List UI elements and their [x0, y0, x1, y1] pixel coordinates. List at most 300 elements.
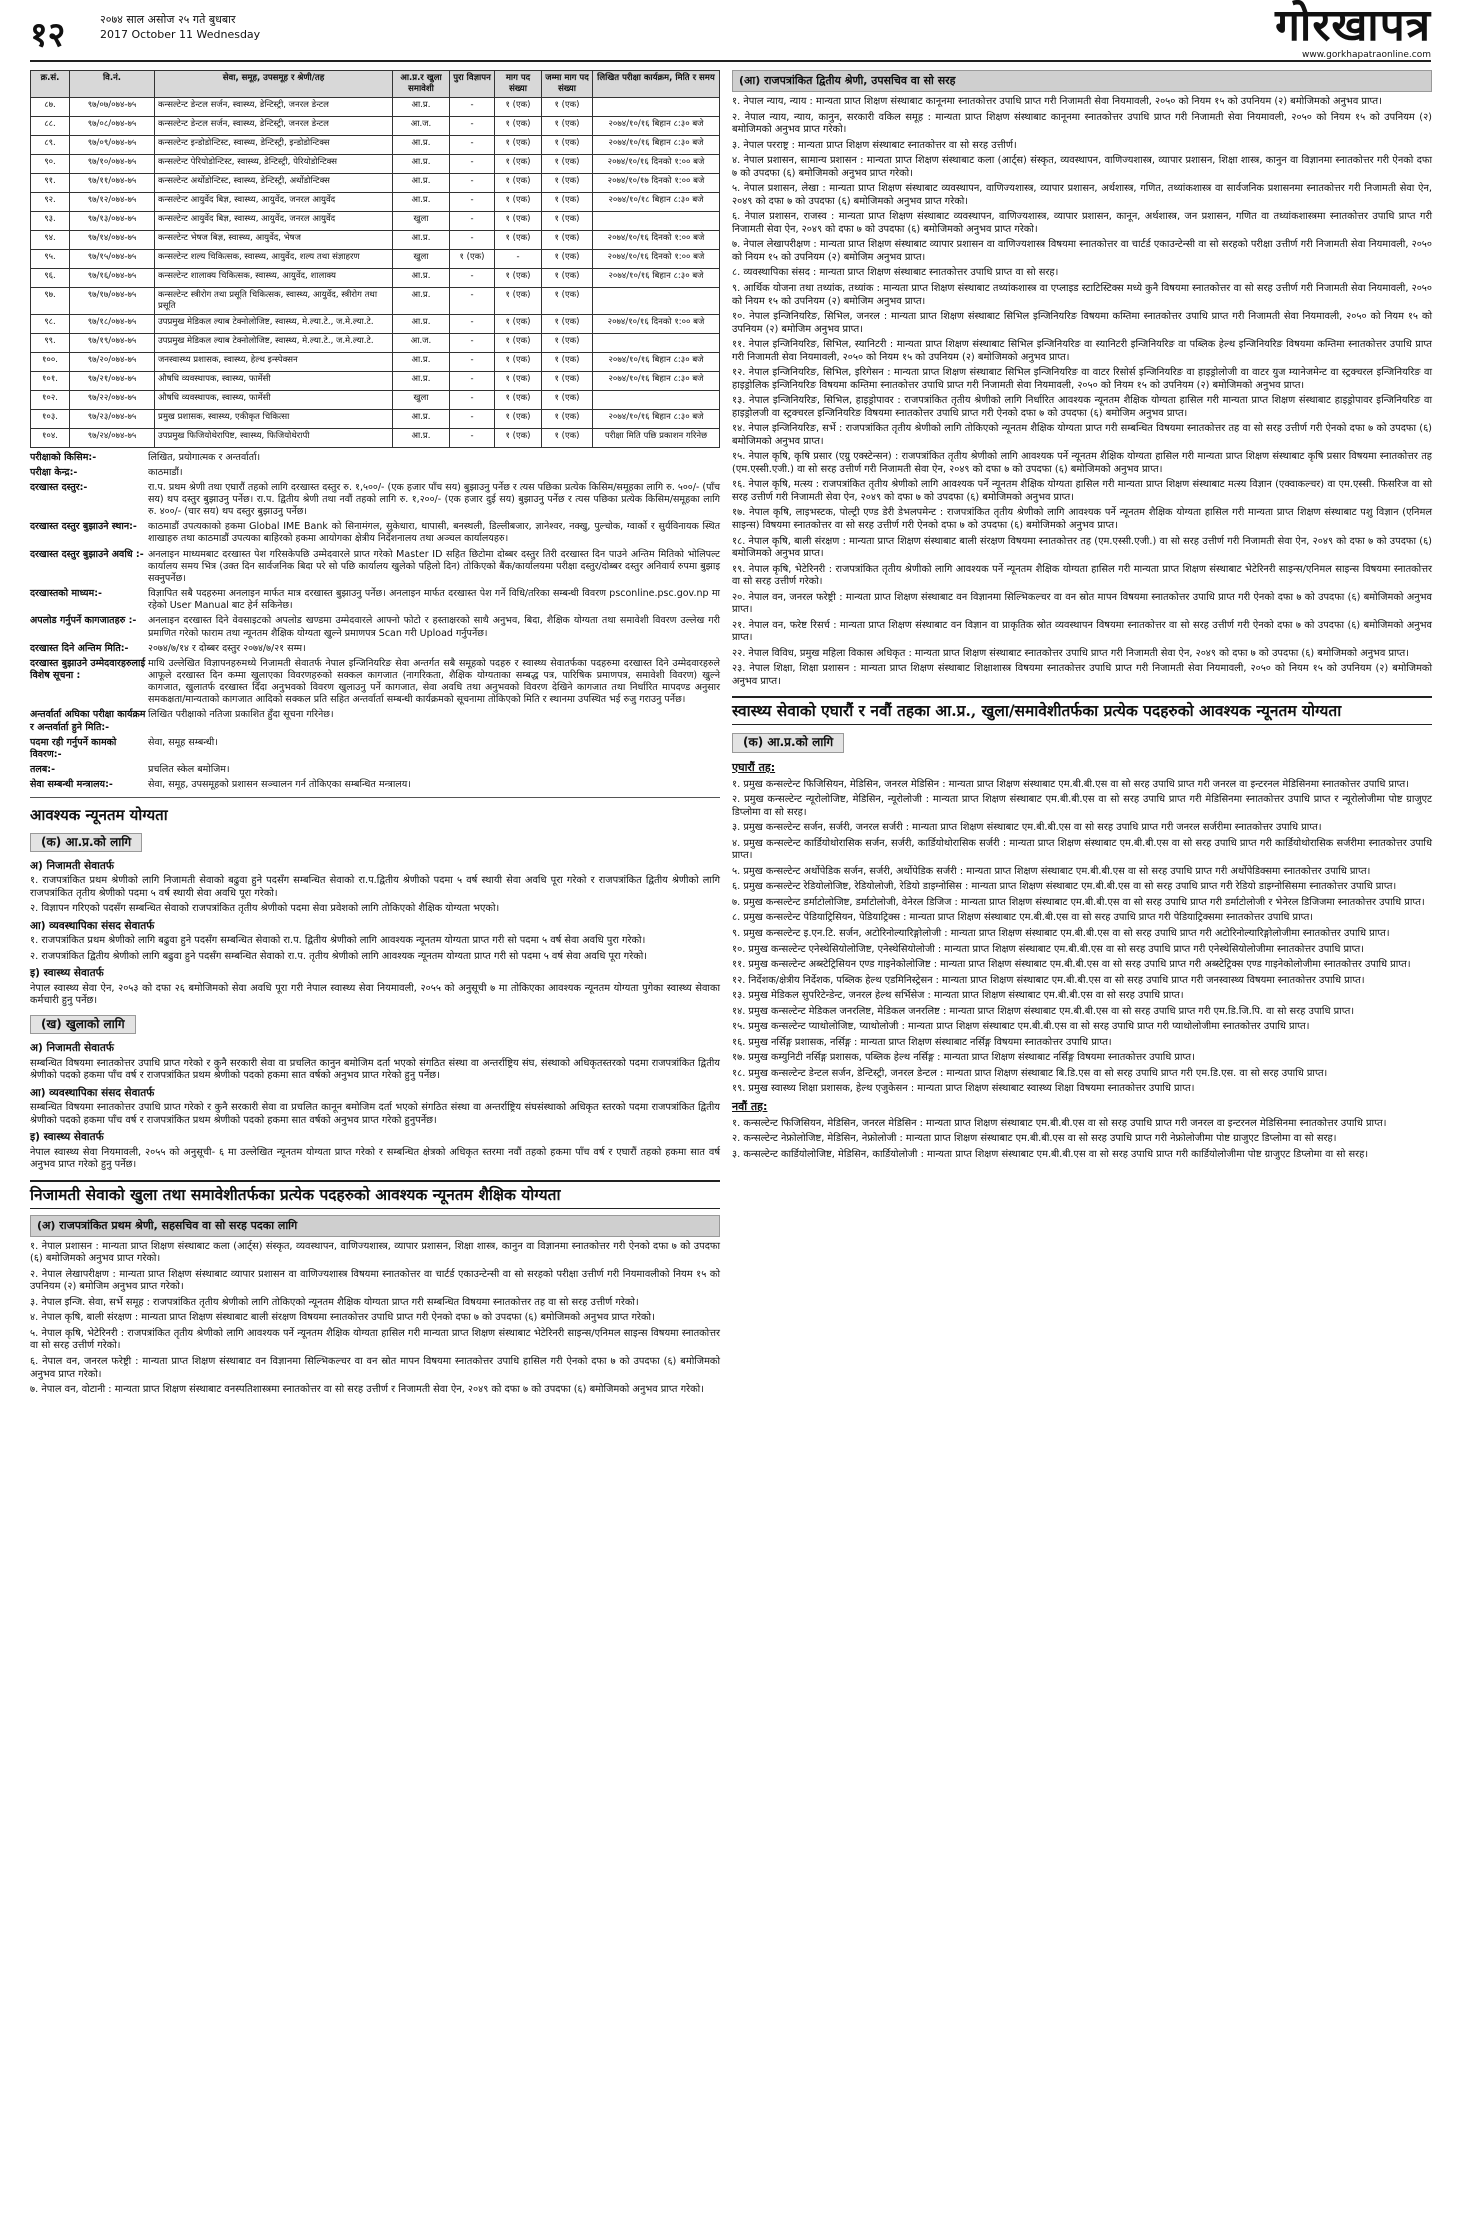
table-cell-full: -	[450, 333, 495, 352]
table-cell-full: -	[450, 352, 495, 371]
table-cell-full: -	[450, 314, 495, 333]
table-cell-service: कन्सल्टेन्ट स्त्रीरोग तथा प्रसूति चिकित्सक, स्वास्थ्य, आयुर्वेद, स्त्रीरोग तथा प्रसूति	[155, 287, 393, 314]
list-item: ७. नेपाल वन, वोटानी : मान्यता प्राप्त शिक्षण संस्थाबाट वनस्पतिशास्त्रमा स्नातकोत्तर वा सो सरह उत्तीर्ण र निजामती सेवा ऐन, २०४९ को दफा ७ को उपदफा (६) बमोजिमको अनुभव प्राप्त गरेको।	[30, 1384, 704, 1396]
table-cell-type: आ.प्र.	[393, 352, 450, 371]
table-cell-posts: १ (एक)	[495, 352, 542, 371]
list-item: ५. नेपाल कृषि, भेटेरिनरी : राजपत्रांकित तृतीय श्रेणीको लागि आवश्यक पर्ने न्यूनतम शैक्षिक योग्यता हासिल गरी मान्यता प्राप्त शिक्षण संस्थाबाट भेटेरिनरी साइन्स/एनिमल साइन्स विषयमा स्नातकोत्तर वा सो सरह उत्तीर्ण गरेको।	[30, 1327, 720, 1352]
table-cell-adv: ९७/१४/०७४-७५	[70, 230, 155, 249]
table-cell-adv: ९७/१०/०७४-७५	[70, 154, 155, 173]
notice-key: तलब:-	[30, 764, 56, 776]
table-cell-total: १ (एक)	[542, 428, 593, 447]
table-cell-type: आ.प्र.	[393, 135, 450, 154]
notice-row	[30, 452, 720, 464]
table-cell-service: औषधि व्यवस्थापक, स्वास्थ्य, फार्मेसी	[155, 390, 393, 409]
table-cell-sn: ९५.	[31, 249, 70, 268]
table-cell-full: -	[450, 428, 495, 447]
list-item: २. प्रमुख कन्सल्टेन्ट न्यूरोलोजिष्ट, मेडिसिन, न्यूरोलोजी : मान्यता प्राप्त शिक्षण संस्थाबाट एम.बी.बी.एस वा सो सरह उपाधि प्राप्त गरी मेडिसिनमा स्नातकोत्तर उपाधि प्राप्त र न्यूरोलोजीमा पोष्ट ग्राजुएट डिप्लोमा वा सो सरह।	[732, 794, 1432, 818]
table-cell-total: १ (एक)	[542, 371, 593, 390]
notice-key: परीक्षा केन्द्र:-	[30, 466, 78, 478]
table-cell-type: खुला	[393, 211, 450, 230]
level-nine-items	[732, 1118, 1432, 1162]
table-cell-posts: १ (एक)	[495, 268, 542, 287]
table-row	[31, 249, 720, 268]
table-cell-sn: ९६.	[31, 268, 70, 287]
list-item: ४. प्रमुख कन्सल्टेन्ट कार्डियोथोरासिक सर्जन, सर्जरी, कार्डियोथोरासिक सर्जरी : मान्यता प्राप्त शिक्षण संस्थाबाट एम.बी.बी.एस वा सो सरह उपाधि प्राप्त गरी कार्डियोथोरासिक सर्जरीमा स्नातकोत्तर उपाधि प्राप्त।	[732, 837, 1432, 862]
notice-row	[30, 482, 720, 518]
list-item: १७. नेपाल कृषि, लाइभस्टक, पोल्ट्री एण्ड डेरी डेभलपमेन्ट : राजपत्रांकित तृतीय श्रेणीको लागि आवश्यक पर्ने न्यूनतम शैक्षिक योग्यता हासिल गरी मान्यता प्राप्त शिक्षण संस्थाबाट पशु विज्ञान (एनिमल साइन्स) विषयमा स्नातकोत्तर वा सो सरह उत्तीर्ण गरी ऐनको दफा ७ को उपदफा (६) बमोजिमको अनुभव प्राप्त।	[732, 507, 1432, 532]
masthead-title: गोरखापत्र	[1275, 0, 1431, 51]
table-cell-full: -	[450, 287, 495, 314]
open-health-text: नेपाल स्वास्थ्य सेवा नियमावली, २०५५ को अनुसूची- ६ मा उल्लेखित न्यूनतम योग्यता प्राप्त गरेको र सम्बन्धित क्षेत्रको अधिकृत स्तरमा नवौं तहको हकमा पाँच वर्ष र एघारौं तहको हकमा सात वर्ष अनुभव प्राप्त गरेको हुनु पर्नेछ।	[30, 1146, 720, 1171]
table-cell-total: १ (एक)	[542, 192, 593, 211]
table-cell-full: -	[450, 409, 495, 428]
table-cell-type: आ.प्र.	[393, 97, 450, 116]
list-item: १९. प्रमुख स्वास्थ्य शिक्षा प्रशासक, हेल्थ एजुकेसन : मान्यता प्राप्त शिक्षण संस्थाबाट स्वास्थ्य शिक्षा विषयमा स्नातकोत्तर उपाधि प्राप्त।	[732, 1083, 1195, 1095]
table-cell-exam: २०७४/१०/१८ बिहान ८:३० बजे	[593, 192, 720, 211]
table-cell-total: १ (एक)	[542, 268, 593, 287]
table-cell-type: आ.प्र.	[393, 173, 450, 192]
table-cell-posts: १ (एक)	[495, 192, 542, 211]
table-cell-adv: ९७/१३/०७४-७५	[70, 211, 155, 230]
list-item: १४. प्रमुख कन्सल्टेन्ट मेडिकल जनरलिष्ट, मेडिकल जनरलिष्ट : मान्यता प्राप्त शिक्षण संस्थाबाट एम.बी.बी.एस वा सो सरह उपाधि प्राप्त गरी एम.डि.जि.पि. वा सो सरह उपाधि प्राप्त।	[732, 1005, 1355, 1017]
table-cell-service: कन्सल्टेन्ट भेषज बिज्ञ, स्वास्थ्य, आयुर्वेद, भेषज	[155, 230, 393, 249]
table-cell-exam	[593, 333, 720, 352]
list-item: १४. नेपाल इन्जिनियरिङ, सर्भे : राजपत्रांकित तृतीय श्रेणीको लागि तोकिएको न्यूनतम शैक्षिक योग्यता प्राप्त गरी सम्बन्धित विषयमा स्नातकोत्तर तह वा सो सरह उत्तीर्ण गरी ऐनको दफा ७ को उपदफा (६) बमोजिमको अनुभव प्राप्त।	[732, 423, 1432, 447]
notice-row	[30, 658, 720, 707]
table-cell-adv: ९७/२२/०७४-७५	[70, 390, 155, 409]
table-cell-posts: १ (एक)	[495, 287, 542, 314]
issue-date	[100, 12, 260, 43]
table-cell-posts: १ (एक)	[495, 409, 542, 428]
notice-key: परीक्षाको किसिम:-	[30, 451, 97, 463]
list-item: २०. नेपाल वन, जनरल फरेष्ट्री : मान्यता प्राप्त शिक्षण संस्थाबाट वन विज्ञानमा सिल्भिकल्चर वा वन स्रोत मापन विषयमा स्नातकोत्तर उपाधि प्राप्त गरी ऐनको दफा ७ को उपदफा (६) बमोजिमको अनुभव प्राप्त।	[732, 591, 1432, 616]
gazetted-second-class-items	[732, 96, 1432, 688]
table-row	[31, 428, 720, 447]
table-cell-exam	[593, 97, 720, 116]
table-header: पुरा विज्ञापन	[450, 71, 495, 98]
table-cell-full: -	[450, 268, 495, 287]
list-item: ४. नेपाल कृषि, बाली संरक्षण : मान्यता प्राप्त शिक्षण संस्थाबाट बाली संरक्षण विषयमा स्नातकोत्तर उपाधि प्राप्त गरी ऐनको दफा ७ को उपदफा (६) बमोजिमको अनुभव प्राप्त गरेको।	[30, 1312, 655, 1324]
notice-row	[30, 643, 720, 655]
list-item: २१. नेपाल वन, फरेष्ट रिसर्च : मान्यता प्राप्त शिक्षण संस्थाबाट वन विज्ञान वा प्राकृतिक स्रोत व्यवस्थापन विषयमा स्नातकोत्तर वा सो सरह उत्तीर्ण गरी ऐनको दफा ७ को उपदफा (६) बमोजिमको अनुभव प्राप्त।	[732, 619, 1432, 644]
table-cell-sn: १०४.	[31, 428, 70, 447]
notice-value: लिखित परीक्षाको नतिजा प्रकाशित हुँदा सूचना गरिनेछ।	[148, 709, 334, 721]
list-item: १. राजपत्रांकित प्रथम श्रेणीको लागि बढुवा हुने पदसँग सम्बन्धित सेवाको रा.प. द्वितीय श्रेणीको लागि आवश्यक न्यूनतम योग्यता प्राप्त गरी सो पदमा ५ वर्ष सेवा अवधि पुरा गरेको।	[30, 935, 646, 947]
notice-value: प्रचलित स्केल बमोजिम।	[148, 764, 230, 776]
date-nepali: २०७४ साल असोज २५ गते बुधबार	[100, 13, 236, 26]
notice-value: विज्ञापित सबै पदहरुमा अनलाइन मार्फत मात्र दरखास्त बुझाउनु पर्नेछ। अनलाइन मार्फत दरखास्त पेश गर्ने विधि/तरिका सम्बन्धी विवरण psconline.psc.gov.np मा रहेको User Manual बाट हेर्न सकिनेछ।	[148, 588, 720, 612]
list-item: ७. नेपाल लेखापरीक्षण : मान्यता प्राप्त शिक्षण संस्थाबाट व्यापार प्रशासन वा वाणिज्यशास्त्र विषयमा स्नातकोत्तर वा चार्टर्ड एकाउन्टेन्सी वा सो सरहको परीक्षा उत्तीर्ण गरी निजामती सेवा नियमावली, २०५० को नियम १५ को उपनियम (२) बमोजिम अनुभव प्राप्त।	[732, 239, 1432, 263]
table-cell-exam: २०७४/१०/१६ बिहान ८:३० बजे	[593, 409, 720, 428]
table-cell-adv: ९७/०८/०७४-७५	[70, 116, 155, 135]
table-cell-sn: ८८.	[31, 116, 70, 135]
table-row	[31, 333, 720, 352]
table-row	[31, 352, 720, 371]
divider	[30, 797, 720, 798]
table-row	[31, 211, 720, 230]
table-cell-exam: २०७४/१०/१६ बिहान ८:३० बजे	[593, 135, 720, 154]
list-item: २. कन्सल्टेन्ट नेफ्रोलोजिष्ट, मेडिसिन, नेफ्रोलोजी : मान्यता प्राप्त शिक्षण संस्थाबाट एम.बी.बी.एस वा सो सरह उपाधि प्राप्त गरी नेफ्रोलोजीमा पोष्ट ग्राजुएट डिप्लोमा वा सो सरह।	[732, 1133, 1337, 1145]
table-row	[31, 97, 720, 116]
table-cell-sn: ९३.	[31, 211, 70, 230]
notice-row	[30, 588, 720, 612]
list-item: ५. प्रमुख कन्सल्टेन्ट अर्थोपेडिक सर्जन, सर्जरी, अर्थोपेडिक सर्जरी : मान्यता प्राप्त शिक्षण संस्थाबाट एम.बी.बी.एस वा सो सरह उपाधि प्राप्त गरी अर्थोपेडिक्समा स्नातकोत्तर उपाधि प्राप्त।	[732, 865, 1371, 877]
table-cell-exam	[593, 287, 720, 314]
page-header	[30, 0, 1431, 62]
notice-key: दरखास्त दिने अन्तिम मिति:-	[30, 642, 129, 654]
table-cell-type: आ.प्र.	[393, 268, 450, 287]
table-cell-adv: ९७/१७/०७४-७५	[70, 287, 155, 314]
table-cell-type: आ.प्र.	[393, 314, 450, 333]
health-apra-label: (क) आ.प्र.को लागि	[732, 733, 844, 752]
table-cell-posts: १ (एक)	[495, 314, 542, 333]
level-nine-label: नवौं तह:	[732, 1099, 768, 1113]
notice-key: दरखास्त बुझाउने उम्मेदवारहरुलाई विशेष सूचना :	[30, 657, 146, 681]
notice-row	[30, 521, 720, 545]
table-cell-service: उपप्रमुख मेडिकल ल्याब टेक्नोलोजिष्ट, स्वास्थ्य, मे.ल्या.टे., ज.मे.ल्या.टे.	[155, 333, 393, 352]
table-row	[31, 192, 720, 211]
table-cell-service: कन्सल्टेन्ट डेन्टल सर्जन, स्वास्थ्य, डेन्टिस्ट्री, जनरल डेन्टल	[155, 116, 393, 135]
list-item: ३. नेपाल परराष्ट्र : मान्यता प्राप्त शिक्षण संस्थाबाट स्नातकोत्तर वा सो सरह उत्तीर्ण।	[732, 139, 1017, 151]
table-header: वि.नं.	[70, 71, 155, 98]
table-cell-type: आ.ज.	[393, 116, 450, 135]
table-cell-sn: ९८.	[31, 314, 70, 333]
table-cell-total: १ (एक)	[542, 409, 593, 428]
table-cell-total: १ (एक)	[542, 116, 593, 135]
table-cell-adv: ९७/१८/०७४-७५	[70, 314, 155, 333]
level-eleven-items	[732, 779, 1432, 1096]
min-qual-title: आवश्यक न्यूनतम योग्यता	[30, 806, 168, 825]
table-cell-total: १ (एक)	[542, 154, 593, 173]
table-cell-sn: ९०.	[31, 154, 70, 173]
table-cell-exam: २०७४/१०/१७ दिनको १:०० बजे	[593, 173, 720, 192]
list-item: २. नेपाल लेखापरीक्षण : मान्यता प्राप्त शिक्षण संस्थाबाट व्यापार प्रशासन वा वाणिज्यशास्त्र विषयमा स्नातकोत्तर वा चार्टर्ड एकाउन्टेन्सी वा सो सरहको परीक्षा उत्तीर्ण गरी नियमावलीको नियम १५ को उपनियम (२) बमोजिम अनुभव प्राप्त गरेको।	[30, 1268, 720, 1293]
table-row	[31, 409, 720, 428]
list-item: ४. नेपाल प्रशासन, सामान्य प्रशासन : मान्यता प्राप्त शिक्षण संस्थाबाट कला (आर्ट्स) संस्कृत, व्यवस्थापन, वाणिज्यशास्त्र, व्यापार प्रशासन, शिक्षा शास्त्र, कानुन वा विज्ञानमा स्नातकोत्तर गरी ऐनको दफा ७ को उपदफा (६) बमोजिमको अनुभव प्राप्त गरेको।	[732, 155, 1432, 179]
open-civil-text: सम्बन्धित विषयमा स्नातकोत्तर उपाधि प्राप्त गरेको र कुनै सरकारी सेवा वा प्रचलित कानुन बमोजिम दर्ता भएको संगठित संस्था वा अन्तर्राष्ट्रिय संघ, संस्थाको अधिकृतस्तरको पदमा राजपत्रांकित द्वितीय श्रेणीको पदको हकमा पाँच वर्ष र राजपत्रांकित प्रथम श्रेणीको पदको हकमा सात वर्षको अनुभव प्राप्त गरेको हुनु पर्नेछ।	[30, 1057, 720, 1082]
list-item: ५. नेपाल प्रशासन, लेखा : मान्यता प्राप्त शिक्षण संस्थाबाट व्यवस्थापन, वाणिज्यशास्त्र, व्यापार प्रशासन, अर्थशास्त्र, गणित, तथ्यांकशास्त्र वा सार्वजनिक प्रशासनमा स्नातकोत्तर गरी निजामती सेवा ऐन, २०४९ को दफा ७ को उपदफा (६) बमोजिमको अनुभव प्राप्त गरेको।	[732, 183, 1432, 207]
gazetted-first-class-items	[30, 1241, 720, 1397]
table-cell-full: -	[450, 154, 495, 173]
list-item: १५. नेपाल कृषि, कृषि प्रसार (एग्रु एक्स्टेन्सन) : राजपत्रांकित तृतीय श्रेणीको लागि आवश्यक पर्ने न्यूनतम शैक्षिक योग्यता हासिल गरी मान्यता प्राप्त शिक्षण संस्थाबाट कृषि प्रसार विषयमा स्नातकोत्तर तह (एम.एस्सी.एजी.) वा सो सरह उत्तीर्ण गरी निजामती सेवा ऐन, २०४९ को दफा ७ को उपदफा (६) बमोजिमको अनुभव प्राप्त।	[732, 451, 1432, 475]
open-parliament-label: आ) व्यवस्थापिका संसद सेवातर्फ	[30, 1086, 155, 1099]
list-item: ३. कन्सल्टेन्ट कार्डियोलोजिष्ट, मेडिसिन, कार्डियोलोजी : मान्यता प्राप्त शिक्षण संस्थाबाट एम.बी.बी.एस वा सो सरह उपाधि प्राप्त गरी कार्डियोलोजीमा पोष्ट ग्राजुएट डिप्लोमा वा सो सरह।	[732, 1148, 1369, 1160]
table-cell-posts: -	[495, 249, 542, 268]
table-cell-exam: परीक्षा मिति पछि प्रकाशन गरिनेछ	[593, 428, 720, 447]
table-header: माग पद संख्या	[495, 71, 542, 98]
table-cell-exam: २०७४/१०/१६ दिनको १:०० बजे	[593, 249, 720, 268]
table-cell-full: -	[450, 192, 495, 211]
table-cell-total: १ (एक)	[542, 173, 593, 192]
list-item: ११. प्रमुख कन्सल्टेन्ट अब्स्टेट्रिसियन एण्ड गाइनेकोलोजिष्ट : मान्यता प्राप्त शिक्षण संस्थाबाट एम.बी.बी.एस वा सो सरह उपाधि प्राप्त गरी अब्स्टेट्रिक्स एण्ड गाइनेकोलोजीमा स्नातकोत्तर उपाधि प्राप्त।	[732, 959, 1411, 971]
list-item: २२. नेपाल विविध, प्रमुख महिला विकास अधिकृत : मान्यता प्राप्त शिक्षण संस्थाबाट स्नातकोत्तर उपाधि प्राप्त गरी निजामती सेवा ऐन, २०४९ को दफा ७ को उपदफा (६) बमोजिमको अनुभव प्राप्त।	[732, 647, 1409, 659]
table-cell-type: खुला	[393, 390, 450, 409]
notice-row	[30, 549, 720, 585]
table-cell-total: १ (एक)	[542, 287, 593, 314]
table-row	[31, 135, 720, 154]
list-item: १२. निर्देशक/क्षेत्रीय निर्देशक, पब्लिक हेल्थ एडमिनिस्ट्रेसन : मान्यता प्राप्त शिक्षण संस्थाबाट एम.बी.बी.एस वा सो सरह उपाधि प्राप्त गरी जनस्वास्थ्य विषयमा स्नातकोत्तर उपाधि प्राप्त।	[732, 974, 1365, 986]
table-cell-exam: २०७४/१०/१६ दिनको १:०० बजे	[593, 154, 720, 173]
table-cell-type: खुला	[393, 249, 450, 268]
table-cell-posts: १ (एक)	[495, 135, 542, 154]
health-service-label: इ) स्वास्थ्य सेवातर्फ	[30, 967, 104, 980]
table-cell-sn: ९९.	[31, 333, 70, 352]
list-item: ६. नेपाल वन, जनरल फरेष्ट्री : मान्यता प्राप्त शिक्षण संस्थाबाट वन विज्ञानमा सिल्भिकल्चर वा वन स्रोत मापन विषयमा स्नातकोत्तर उपाधि हासिल गरी ऐनको दफा ७ को उपदफा (६) बमोजिमको अनुभव प्राप्त गरेको।	[30, 1356, 720, 1380]
list-item: १. कन्सल्टेन्ट फिजिसियन, मेडिसिन, जनरल मेडिसिन : मान्यता प्राप्त शिक्षण संस्थाबाट एम.बी.बी.एस वा सो सरह उपाधि प्राप्त गरी जनरल वा इन्टरनल मेडिसिनमा स्नातकोत्तर उपाधि प्राप्त।	[732, 1117, 1387, 1129]
apra-label: (क) आ.प्र.को लागि	[30, 833, 142, 852]
table-header: सेवा, समूह, उपसमूह र श्रेणी/तह	[155, 71, 393, 98]
table-header-row	[31, 71, 720, 98]
table-header: जम्मा माग पद संख्या	[542, 71, 593, 98]
table-cell-full: -	[450, 371, 495, 390]
table-cell-sn: १०१.	[31, 371, 70, 390]
table-row	[31, 287, 720, 314]
list-item: १५. प्रमुख कन्सल्टेन्ट प्याथोलोजिष्ट, प्याथोलोजी : मान्यता प्राप्त शिक्षण संस्थाबाट एम.बी.बी.एस वा सो सरह उपाधि प्राप्त गरी प्याथोलोजीमा स्नातकोत्तर उपाधि प्राप्त।	[732, 1021, 1310, 1033]
list-item: ८. व्यवस्थापिका संसद : मान्यता प्राप्त शिक्षण संस्थाबाट स्नातकोत्तर उपाधि प्राप्त वा सो सरह।	[732, 267, 1059, 279]
table-cell-total: १ (एक)	[542, 97, 593, 116]
table-cell-exam	[593, 390, 720, 409]
table-cell-full: -	[450, 390, 495, 409]
civil-service-label: अ) निजामती सेवातर्फ	[30, 859, 114, 872]
list-item: १. नेपाल न्याय, न्याय : मान्यता प्राप्त शिक्षण संस्थाबाट कानूनमा स्नातकोत्तर उपाधि प्राप्त गरी निजामती सेवा नियमावली, २०५० को नियम १५ को उपनियम (२) बमोजिमको अनुभव प्राप्त।	[732, 96, 1382, 108]
table-cell-adv: ९७/२४/०७४-७५	[70, 428, 155, 447]
list-item: ११. नेपाल इन्जिनियरिङ, सिभिल, स्यानिटरी : मान्यता प्राप्त शिक्षण संस्थाबाट सिभिल इन्जिनियरिङ वा स्यानिटरी इन्जिनियरिङ वा पब्लिक हेल्थ इन्जिनियरिङ विषयमा कम्तिमा स्नातकोत्तर उपाधि प्राप्त गरी निजामती सेवा नियमावली, २०५० को नियम १५ को उपनियम (२) बमोजिमको अनुभव प्राप्त।	[732, 339, 1432, 363]
table-cell-posts: १ (एक)	[495, 97, 542, 116]
table-cell-adv: ९७/०९/०७४-७५	[70, 135, 155, 154]
list-item: १०. नेपाल इन्जिनियरिङ, सिभिल, जनरल : मान्यता प्राप्त शिक्षण संस्थाबाट सिभिल इन्जिनियरिङ विषयमा कम्तिमा स्नातकोत्तर उपाधि प्राप्त गरी निजामती सेवा नियमावली, २०५० को नियम १५ को उपनियम (२) बमोजिम अनुभव प्राप्त।	[732, 311, 1432, 335]
table-cell-full: -	[450, 230, 495, 249]
list-item: ६. नेपाल प्रशासन, राजस्व : मान्यता प्राप्त शिक्षण संस्थाबाट व्यवस्थापन, वाणिज्यशास्त्र, व्यापार प्रशासन, कानून, अर्थशास्त्र, जन प्रशासन, गणित वा तथ्यांकशास्त्रमा स्नातकोत्तर उपाधि प्राप्त गरी निजामती सेवा ऐन, २०४९ को दफा ७ को उपदफा (६) बमोजिमको अनुभव प्राप्त गरेको।	[732, 211, 1432, 235]
list-item: २. राजपत्रांकित द्वितीय श्रेणीको लागि बढुवा हुने पदसँग सम्बन्धित सेवाको रा.प. तृतीय श्रेणीको लागि आवश्यक न्यूनतम योग्यता प्राप्त गरी सो पदमा ५ वर्ष सेवा अवधि पूरा गरेको।	[30, 950, 647, 962]
list-item: ८. प्रमुख कन्सल्टेन्ट पेडियाट्रिसियन, पेडियाट्रिक्स : मान्यता प्राप्त शिक्षण संस्थाबाट एम.बी.बी.एस वा सो सरह उपाधि प्राप्त गरी पेडियाट्रिक्समा स्नातकोत्तर उपाधि प्राप्त।	[732, 912, 1313, 924]
list-item: १३. प्रमुख मेडिकल सुपरिटेन्डेन्ट, जनरल हेल्थ सर्भिसेज : मान्यता प्राप्त शिक्षण संस्थाबाट एम.बी.बी.एस वा सो सरह उपाधि प्राप्त।	[732, 990, 1184, 1002]
gazetted-second-class-bar: (आ) राजपत्रांकित द्वितीय श्रेणी, उपसचिव वा सो सरह	[732, 70, 1432, 92]
table-cell-posts: १ (एक)	[495, 428, 542, 447]
list-item: १६. नेपाल कृषि, मत्स्य : राजपत्रांकित तृतीय श्रेणीको लागि आवश्यक पर्ने न्यूनतम शैक्षिक योग्यता हासिल गरी मान्यता प्राप्त शिक्षण संस्थाबाट मत्स्य विज्ञान (एक्वाकल्चर) वा एम.एस्सी. फिसरिज वा सो सरह उत्तीर्ण गरी निजामती सेवा ऐन, २०४९ को दफा ७ को उपदफा (६) बमोजिमको अनुभव प्राप्त।	[732, 479, 1432, 503]
notice-value: माथि उल्लेखित विज्ञापनहरुमध्ये निजामती सेवातर्फ नेपाल इन्जिनियरिङ सेवा अन्तर्गत सबै समूहको पदहरु र स्वास्थ्य सेवातर्फका पदहरुमा दरखास्त दिने उम्मेदवारहरुले आफूले दरखास्त दिन कम्मा खुलाएका विवरणहरुको सक्कल कागजात (नागरिकता, शैक्षिक योग्यताका सम्बद्ध पत्र, पारिषिक प्रमाणपत्र, समावेशी विवरण) खुल्ने कागजात, खुलातर्फ दरखास्त दिँदा अनुभवको विवरण खुलाउनु पर्ने कागजात, सेवा अवधि तथा अनुभवको विवरण देखिने कागजात तथा निर्धारित मापदण्ड अनुसार समकक्षता/मान्यताको कागजात आदिको सक्कल प्रति सहित अन्तर्वार्ता सम्बन्धी कार्यक्रमको सूचनामा तोकिएको मिति र स्थानमा उपस्थित भई रुजु गराउनु पर्नेछ।	[148, 657, 720, 706]
table-cell-total: १ (एक)	[542, 211, 593, 230]
civil-open-inclusive-heading: निजामती सेवाको खुला तथा समावेशीतर्फका प्रत्येक पदहरुको आवश्यक न्यूनतम शैक्षिक योग्यता	[30, 1180, 720, 1209]
table-cell-sn: १०२.	[31, 390, 70, 409]
list-item: ६. प्रमुख कन्सल्टेन्ट रेडियोलोजिष्ट, रेडियोलोजी, रेडियो डाइग्नोसिस : मान्यता प्राप्त शिक्षण संस्थाबाट एम.बी.बी.एस वा सो सरह उपाधि प्राप्त गरी रेडियो डाइग्नोसिसमा स्नातकोत्तर उपाधि प्राप्त।	[732, 881, 1397, 893]
page-number: १२	[30, 15, 66, 55]
list-item: १०. प्रमुख कन्सल्टेन्ट एनेस्थेसियोलोजिष्ट, एनेस्थेसियोलोजी : मान्यता प्राप्त शिक्षण संस्थाबाट एम.बी.बी.एस वा सो सरह उपाधि प्राप्त गरी एनेस्थेसियोलोजीमा स्नातकोत्तर उपाधि प्राप्त।	[732, 943, 1364, 955]
table-cell-total: १ (एक)	[542, 314, 593, 333]
exam-schedule-table	[30, 70, 720, 448]
notice-info	[30, 452, 720, 792]
table-cell-type: आ.प्र.	[393, 287, 450, 314]
list-item: १७. प्रमुख कम्युनिटी नर्सिङ्ग प्रशासक, पब्लिक हेल्थ नर्सिङ्ग : मान्यता प्राप्त शिक्षण संस्थाबाट नर्सिङ्ग विषयमा स्नातकोत्तर उपाधि प्राप्त।	[732, 1052, 1195, 1064]
table-cell-total: १ (एक)	[542, 390, 593, 409]
list-item: १९. नेपाल कृषि, भेटेरिनरी : राजपत्रांकित तृतीय श्रेणीको लागि आवश्यक पर्ने न्यूनतम शैक्षिक योग्यता हासिल गरी मान्यता प्राप्त शिक्षण संस्थाबाट भेटेरिनरी साइन्स/एनिमल साइन्स विषयमा स्नातकोत्तर वा सो सरह उत्तीर्ण गरेको।	[732, 563, 1432, 588]
table-cell-exam: २०७४/१०/१६ दिनको १:०० बजे	[593, 230, 720, 249]
table-cell-sn: ९१.	[31, 173, 70, 192]
table-header: आ.प्र.र खुला समावेशी	[393, 71, 450, 98]
list-item: १८. प्रमुख कन्सल्टेन्ट डेन्टल सर्जन, डेन्टिस्ट्री, जनरल डेन्टल : मान्यता प्राप्त शिक्षण संस्थाबाट बि.डि.एस वा सो सरह उपाधि प्राप्त गरी एम.डि.एस. वा सो सरह उपाधि प्राप्त।	[732, 1067, 1328, 1079]
table-cell-total: १ (एक)	[542, 249, 593, 268]
table-cell-service: उपप्रमुख फिजियोथेरापिष्ट, स्वास्थ्य, फिजियोथेरापी	[155, 428, 393, 447]
table-cell-adv: ९७/०७/०७४-७५	[70, 97, 155, 116]
notice-value: काठमाडौं।	[148, 466, 183, 478]
table-cell-posts: १ (एक)	[495, 154, 542, 173]
table-cell-service: कन्सल्टेन्ट आयुर्वेद बिज्ञ, स्वास्थ्य, आयुर्वेद, जनरल आयुर्वेद	[155, 192, 393, 211]
list-item: १. नेपाल प्रशासन : मान्यता प्राप्त शिक्षण संस्थाबाट कला (आर्ट्स) संस्कृत, व्यवस्थापन, वाणिज्यशास्त्र, व्यापार प्रशासन, शिक्षा शास्त्र, कानुन वा विज्ञानमा स्नातकोत्तर गरी ऐनको दफा ७ को उपदफा (६) बमोजिमको अनुभव प्राप्त गरेको।	[30, 1240, 720, 1265]
table-cell-adv: ९७/११/०७४-७५	[70, 173, 155, 192]
table-cell-sn: ८७.	[31, 97, 70, 116]
notice-key: दरखास्त दस्तुर बुझाउने स्थान:-	[30, 521, 137, 533]
table-cell-sn: ९४.	[31, 230, 70, 249]
notice-value: काठमाडौं उपत्यकाको हकमा Global IME Bank को सिनामंगल, सुकेधारा, धापासी, बनस्थली, डिल्लीबजार, ज्ञानेश्वर, नक्खु, पुल्चोक, ग्वार्को र सुर्यविनायक स्थित शाखाहरु तथा काठमाडौं उपत्यका बाहिरको हकमा आयोगका क्षेत्रीय निर्देशनालय तथा अञ्चल कार्यालयहरु।	[148, 521, 720, 545]
list-item: २. नेपाल न्याय, न्याय, कानुन, सरकारी वकिल समूह : मान्यता प्राप्त शिक्षण संस्थाबाट कानूनमा स्नातकोत्तर उपाधि प्राप्त गरी निजामती सेवा नियमावली, २०५० को नियम १५ को उपनियम (२) बमोजिमको अनुभव प्राप्त गरेको।	[732, 111, 1432, 136]
table-cell-type: आ.प्र.	[393, 230, 450, 249]
table-cell-adv: ९७/१५/०७४-७५	[70, 249, 155, 268]
table-row	[31, 173, 720, 192]
table-cell-service: कन्सल्टेन्ट डेन्टल सर्जन, स्वास्थ्य, डेन्टिस्ट्री, जनरल डेन्टल	[155, 97, 393, 116]
list-item: १. प्रमुख कन्सल्टेन्ट फिजिसियन, मेडिसिन, जनरल मेडिसिन : मान्यता प्राप्त शिक्षण संस्थाबाट एम.बी.बी.एस वा सो सरह उपाधि प्राप्त गरी जनरल वा इन्टरनल मेडिसिनमा स्नातकोत्तर उपाधि प्राप्त।	[732, 778, 1409, 790]
table-row	[31, 390, 720, 409]
table-cell-posts: १ (एक)	[495, 173, 542, 192]
table-cell-sn: ९७.	[31, 287, 70, 314]
table-cell-type: आ.प्र.	[393, 409, 450, 428]
table-cell-total: १ (एक)	[542, 135, 593, 154]
level-eleven-label: एघारौं तह:	[732, 760, 776, 774]
notice-row	[30, 467, 720, 479]
civil-service-items	[30, 875, 720, 916]
table-cell-adv: ९७/२३/०७४-७५	[70, 409, 155, 428]
table-cell-total: १ (एक)	[542, 333, 593, 352]
table-cell-full: -	[450, 135, 495, 154]
table-cell-service: जनस्वास्थ्य प्रशासक, स्वास्थ्य, हेल्थ इन्स्पेक्सन	[155, 352, 393, 371]
table-header: क्र.सं.	[31, 71, 70, 98]
table-cell-full: -	[450, 211, 495, 230]
list-item: ९. प्रमुख कन्सल्टेन्ट इ.एन.टि. सर्जन, अटोरिनोल्यारिङ्गोलोजी : मान्यता प्राप्त शिक्षण संस्थाबाट एम.बी.बी.एस वा सो सरह उपाधि प्राप्त गरी अटोरिनोल्यारिङ्गोलोजीमा स्नातकोत्तर उपाधि प्राप्त।	[732, 927, 1390, 939]
exam-table-body	[31, 97, 720, 447]
list-item: १३. नेपाल इन्जिनियरिङ, सिभिल, हाइड्रोपावर : राजपत्रांकित तृतीय श्रेणीको लागि निर्धारित आवश्यक न्यूनतम शैक्षिक योग्यता हासिल गरी मान्यता प्राप्त शिक्षण संस्थाबाट हाइड्रोपावर इन्जिनियरिङ वा हाइड्रोलजी वा स्ट्रक्चरल इन्जिनियरिङ विषयमा स्नातकोत्तर उपाधि प्राप्त गरी ऐनको दफा ७ को उपदफा (६) बमोजिम अनुभव प्राप्त।	[732, 395, 1432, 419]
notice-key: सेवा सम्बन्धी मन्त्रालय:-	[30, 779, 113, 791]
list-item: १६. प्रमुख नर्सिङ्ग प्रशासक, नर्सिङ्ग : मान्यता प्राप्त शिक्षण संस्थाबाट नर्सिङ्ग विषयमा स्नातकोत्तर उपाधि प्राप्त।	[732, 1036, 1112, 1048]
table-cell-service: कन्सल्टेन्ट आयुर्वेद बिज्ञ, स्वास्थ्य, आयुर्वेद, जनरल आयुर्वेद	[155, 211, 393, 230]
table-cell-exam: २०७४/१०/१६ बिहान ८:३० बजे	[593, 268, 720, 287]
notice-key: दरखास्त दस्तुर:-	[30, 481, 88, 493]
table-cell-total: १ (एक)	[542, 352, 593, 371]
open-parliament-text: सम्बन्धित विषयमा स्नातकोत्तर उपाधि प्राप्त गरेको र कुनै सरकारी सेवा वा प्रचलित कानून बमोजिम दर्ता भएको संगठित संस्था वा अन्तर्राष्ट्रिय संघसंस्थाको अधिकृत स्तरको पदमा राजपत्रांकित द्वितीय श्रेणीको पदको हकमा पाँच वर्ष र राजपत्रांकित प्रथम श्रेणीको पदको हकमा सात वर्षको अनुभव प्राप्त गरेको हुनुपर्नेछ।	[30, 1102, 720, 1126]
notice-row	[30, 615, 720, 639]
table-cell-posts: १ (एक)	[495, 390, 542, 409]
table-header: लिखित परीक्षा कार्यक्रम, मिति र समय	[593, 71, 720, 98]
table-cell-posts: १ (एक)	[495, 230, 542, 249]
table-cell-adv: ९७/१६/०७४-७५	[70, 268, 155, 287]
table-cell-total: १ (एक)	[542, 230, 593, 249]
table-cell-exam: २०७४/१०/१६ दिनको १:०० बजे	[593, 314, 720, 333]
list-item: ९. आर्थिक योजना तथा तथ्यांक, तथ्यांक : मान्यता प्राप्त शिक्षण संस्थाबाट तथ्यांकशास्त्र वा एप्लाइड स्टाटिस्टिक्स मध्ये कुनै विषयमा स्नातकोत्तर वा सो सरह उत्तीर्ण गरी निजामती सेवा नियमावली, २०५० को नियम १५ को उपनियम (२) बमोजिम अनुभव प्राप्त।	[732, 282, 1432, 307]
masthead-url: www.gorkhapatraonline.com	[1302, 50, 1431, 60]
table-cell-sn: १०३.	[31, 409, 70, 428]
list-item: २३. नेपाल शिक्षा, शिक्षा प्रशासन : मान्यता प्राप्त शिक्षण संस्थाबाट शिक्षाशास्त्र विषयमा स्नातकोत्तर उपाधि प्राप्त गरी निजामती सेवा नियमावली, २०५० को नियम १५ को उपनियम (२) बमोजिमको अनुभव प्राप्त।	[732, 663, 1432, 687]
table-cell-service: कन्सल्टेन्ट शल्य चिकित्सक, स्वास्थ्य, आयुर्वेद, शल्य तथा संज्ञाहरण	[155, 249, 393, 268]
list-item: ७. प्रमुख कन्सल्टेन्ट डर्माटोलोजिष्ट, डर्माटोलोजी, वेनेरल डिजिज : मान्यता प्राप्त शिक्षण संस्थाबाट एम.बी.बी.एस वा सो सरह उपाधि प्राप्त गरी डर्माटोलोजी र भेनेरल डिजिजमा स्नातकोत्तर उपाधि प्राप्त।	[732, 896, 1425, 908]
table-row	[31, 268, 720, 287]
list-item: ३. प्रमुख कन्सल्टेन्ट सर्जन, सर्जरी, जनरल सर्जरी : मान्यता प्राप्त शिक्षण संस्थाबाट एम.बी.बी.एस वा सो सरह उपाधि प्राप्त गरी जनरल सर्जरीमा स्नातकोत्तर उपाधि प्राप्त।	[732, 822, 1322, 834]
notice-value: २०७४/७/१४ र दोब्बर दस्तुर २०७४/७/२१ सम्म।	[148, 642, 306, 654]
table-row	[31, 116, 720, 135]
open-civil-label: अ) निजामती सेवातर्फ	[30, 1042, 114, 1055]
table-cell-exam: २०७४/१०/१६ बिहान ८:३० बजे	[593, 352, 720, 371]
notice-value: लिखित, प्रयोगात्मक र अन्तर्वार्ता।	[148, 451, 261, 463]
notice-value: अनलाइन माध्यमबाट दरखास्त पेश गरिसकेपछि उम्मेदवारले प्राप्त गरेको Master ID सहित छिटोमा दोब्बर दस्तुर तिरी दरखास्त दिन पाउने अन्तिम मितिको भोलिपल्ट कार्यालय समय भित्र (उक्त दिन सार्वजनिक बिदा परे सो पछि कार्यालय खुलेको पहिलो दिन) तोकिएको बैंक/कार्यालयमा परीक्षा दस्तुर/दोब्बर दस्तुर अनिवार्य रुपमा बुझाइ सक्नुपर्नेछ।	[148, 548, 720, 584]
table-cell-full: -	[450, 97, 495, 116]
notice-key: पदमा रही गर्नुपर्ने कामको विवरण:-	[30, 736, 117, 760]
table-cell-type: आ.प्र.	[393, 154, 450, 173]
table-cell-full: -	[450, 116, 495, 135]
table-cell-sn: ९२.	[31, 192, 70, 211]
table-cell-exam: २०७४/१०/१६ बिहान ८:३० बजे	[593, 371, 720, 390]
notice-value: अनलाइन दरखास्त दिने वेवसाइटको अपलोड खण्डमा उम्मेदवारले आफ्नो फोटो र हस्ताक्षरको साथै अनुभव, बिदा, शैक्षिक योग्यता तथा समावेशी विवरण उल्लेख गरी प्रमाणित गरेको फाराम तथा न्यूनतम शैक्षिक योग्यता खुल्ने प्रमाणपत्र Scan गरी Upload गर्नुपर्नेछ।	[148, 615, 720, 639]
gazetted-first-class-bar: (अ) राजपत्रांकित प्रथम श्रेणी, सहसचिव वा सो सरह पदका लागि	[30, 1215, 720, 1237]
table-cell-service: प्रमुख प्रशासक, स्वास्थ्य, एकीकृत चिकित्सा	[155, 409, 393, 428]
masthead	[1275, 0, 1431, 62]
open-label: (ख) खुलाको लागि	[30, 1015, 136, 1034]
list-item: २. विज्ञापन गरिएको पदसँग सम्बन्धित सेवाको राजपत्रांकित तृतीय श्रेणीको पदमा सेवा प्रवेशको लागि तोकिएको शैक्षिक योग्यता भएको।	[30, 903, 500, 915]
table-cell-posts: १ (एक)	[495, 211, 542, 230]
table-cell-type: आ.ज.	[393, 333, 450, 352]
table-cell-posts: १ (एक)	[495, 333, 542, 352]
table-row	[31, 230, 720, 249]
open-health-label: इ) स्वास्थ्य सेवातर्फ	[30, 1131, 104, 1144]
table-row	[31, 371, 720, 390]
parliament-service-label: आ) व्यवस्थापिका संसद सेवातर्फ	[30, 919, 155, 932]
notice-row	[30, 764, 720, 776]
notice-value: रा.प. प्रथम श्रेणी तथा एघारौं तहको लागि दरखास्त दस्तुर रु. १,५००/- (एक हजार पाँच सय) बुझाउनु पर्नेछ र त्यस पछिका प्रत्येक किसिम/समूहका लागि रु. ५००/- (पाँच सय) थप दस्तुर बुझाउनु पर्नेछ। रा.प. द्वितीय श्रेणी तथा नवौं तहको लागि रु. १,२००/- (एक हजार दुई सय) बुझाउनु पर्नेछ र त्यस पछिका प्रत्येक किसिम/समूहका लागि रु. ४००/- (चार सय) थप दस्तुर बुझाउनु पर्नेछ।	[148, 481, 720, 518]
table-cell-posts: १ (एक)	[495, 116, 542, 135]
table-cell-type: आ.प्र.	[393, 428, 450, 447]
list-item: १८. नेपाल कृषि, बाली संरक्षण : मान्यता प्राप्त शिक्षण संस्थाबाट बाली संरक्षण विषयमा स्नातकोत्तर तह (एम.एस्सी.एजी.) वा सो सरह उत्तीर्ण गरी निजामती सेवा ऐन, २०४९ को दफा ७ को उपदफा (६) बमोजिमको अनुभव प्राप्त।	[732, 535, 1432, 560]
list-item: ३. नेपाल इन्जि. सेवा, सर्भे समूह : राजपत्रांकित तृतीय श्रेणीको लागि तोकिएको न्यूनतम शैक्षिक योग्यता प्राप्त गरी सम्बन्धित विषयमा स्नातकोत्तर तह वा सो सरह उत्तीर्ण गरेको।	[30, 1296, 639, 1308]
notice-key: अन्तर्वार्ता अघिका परीक्षा कार्यक्रम र अन्तर्वार्ता हुने मिति:-	[30, 709, 146, 733]
parliament-service-items	[30, 935, 720, 963]
date-english: 2017 October 11 Wednesday	[100, 28, 261, 42]
notice-value: सेवा, समूह, उपसमूहको प्रशासन सञ्चालन गर्न तोकिएका सम्बन्धित मन्त्रालय।	[148, 779, 411, 791]
table-cell-type: आ.प्र.	[393, 192, 450, 211]
table-cell-service: उपप्रमुख मेडिकल ल्याब टेक्नोलोजिष्ट, स्वास्थ्य, मे.ल्या.टे., ज.मे.ल्या.टे.	[155, 314, 393, 333]
health-service-text: नेपाल स्वास्थ्य सेवा ऐन, २०५३ को दफा २६ बमोजिमको सेवा अवधि पूरा गरी नेपाल स्वास्थ्य सेवा नियमावली, २०५५ को अनुसूची ७ मा तोकिएका आवश्यक न्यूनतम योग्यता पुगेका स्वास्थ्य सेवाका कर्मचारी हुनु पर्नेछ।	[30, 982, 720, 1007]
notice-row	[30, 709, 720, 733]
table-cell-posts: १ (एक)	[495, 371, 542, 390]
table-cell-service: कन्सल्टेन्ट अर्थोडोन्टिस्ट, स्वास्थ्य, डेन्टिस्ट्री, अर्थोडोन्टिक्स	[155, 173, 393, 192]
table-cell-exam	[593, 211, 720, 230]
notice-key: अपलोड गर्नुपर्ने कागजातहरु :-	[30, 615, 137, 627]
list-item: १२. नेपाल इन्जिनियरिङ, सिभिल, इरिगेसन : मान्यता प्राप्त शिक्षण संस्थाबाट सिभिल इन्जिनियरिङ वा वाटर रिसोर्स इन्जिनियरिङ वा हाइड्रोलोजी वा वाटर युज म्यानेजमेन्ट वा स्ट्रक्चरल इन्जिनियरिङ वा हाइड्रोलिक इन्जिनियरिङ विषयमा कम्तिमा स्नातकोत्तर उपाधि प्राप्त गरी निजामती सेवा नियमावली, २०५० को नियम १५ को उपनियम (२) बमोजिमको अनुभव प्राप्त।	[732, 367, 1432, 391]
right-column	[732, 70, 1432, 1164]
table-cell-full: १ (एक)	[450, 249, 495, 268]
notice-key: दरखास्त दस्तुर बुझाउने अवधि :-	[30, 548, 144, 560]
table-cell-sn: १००.	[31, 352, 70, 371]
table-cell-type: आ.प्र.	[393, 371, 450, 390]
left-column	[30, 70, 720, 1400]
table-cell-full: -	[450, 173, 495, 192]
table-cell-service: कन्सल्टेन्ट इन्डोडोन्टिस्ट, स्वास्थ्य, डेन्टिस्ट्री, इन्डोडोन्टिक्स	[155, 135, 393, 154]
table-cell-adv: ९७/१२/०७४-७५	[70, 192, 155, 211]
table-cell-service: औषधि व्यवस्थापक, स्वास्थ्य, फार्मेसी	[155, 371, 393, 390]
notice-row	[30, 737, 720, 761]
table-row	[31, 314, 720, 333]
table-cell-service: कन्सल्टेन्ट शालाक्य चिकित्सक, स्वास्थ्य, आयुर्वेद, शालाक्य	[155, 268, 393, 287]
table-cell-sn: ८९.	[31, 135, 70, 154]
table-row	[31, 154, 720, 173]
table-cell-adv: ९७/१९/०७४-७५	[70, 333, 155, 352]
table-cell-exam: २०७४/१०/१६ बिहान ८:३० बजे	[593, 116, 720, 135]
table-cell-adv: ९७/२०/०७४-७५	[70, 352, 155, 371]
notice-key: दरखास्तको माध्यम:-	[30, 588, 102, 600]
